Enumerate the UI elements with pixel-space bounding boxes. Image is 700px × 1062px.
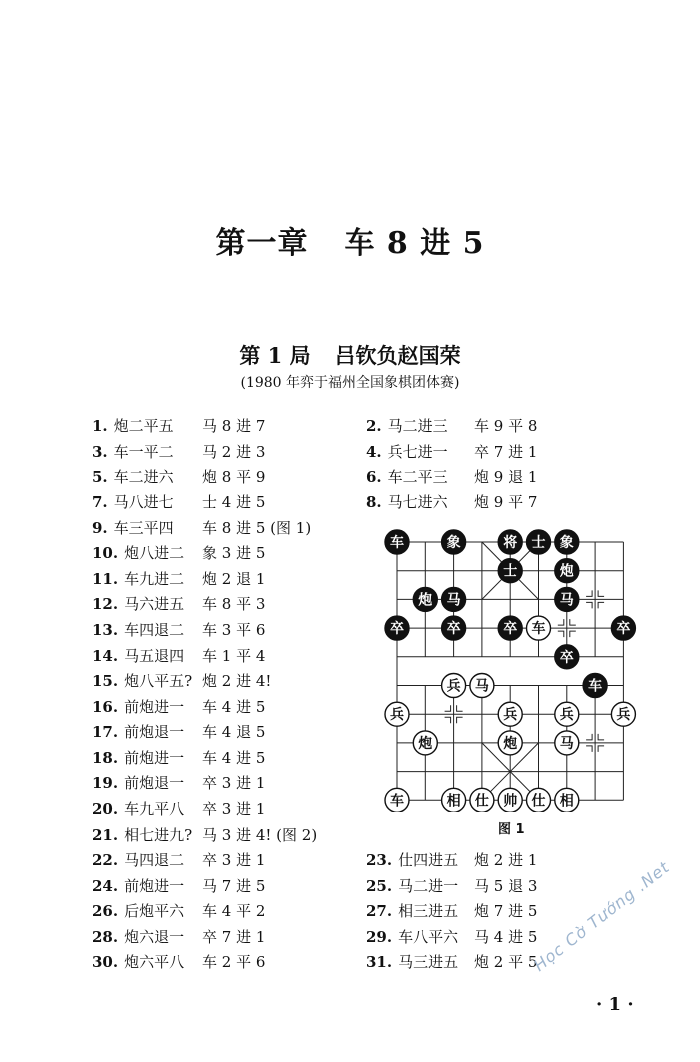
move-number: 12. <box>92 595 119 613</box>
position-marker <box>586 590 592 596</box>
move-number: 13. <box>92 621 119 639</box>
position-marker <box>558 631 564 637</box>
move-row <box>92 442 266 462</box>
move-row <box>92 773 266 793</box>
move-row <box>92 492 266 512</box>
black-move: 马 2 进 3 <box>202 443 266 461</box>
piece-label: 卒 <box>390 621 404 638</box>
game-event: (1980 年弈于福州全国象棋团体赛) <box>240 375 460 391</box>
move-number: 24. <box>92 877 119 895</box>
position-marker <box>598 590 604 596</box>
move-number: 22. <box>92 851 119 869</box>
black-move: 车 3 平 6 <box>202 621 266 639</box>
move-row <box>92 467 266 487</box>
move-row <box>92 594 266 614</box>
move-row <box>92 748 266 768</box>
chapter-title: 车 8 进 5 <box>344 226 485 261</box>
move-number: 18. <box>92 749 119 767</box>
piece-label: 仕 <box>531 793 546 810</box>
piece-label: 炮 <box>418 735 433 752</box>
piece-label: 卒 <box>503 621 518 638</box>
black-move: 卒 3 进 1 <box>202 800 266 818</box>
chapter-heading <box>0 218 700 262</box>
move-number: 29. <box>366 928 393 946</box>
red-move: 马六进五 <box>124 595 185 613</box>
move-number: 6. <box>366 468 382 486</box>
xiangqi-board-diagram <box>380 526 640 812</box>
red-move: 马三进五 <box>398 953 459 971</box>
red-move: 马二进一 <box>398 877 459 895</box>
position-marker <box>457 717 463 723</box>
piece-label: 卒 <box>616 621 631 638</box>
red-move: 前炮进一 <box>124 877 185 895</box>
piece-label: 相 <box>446 793 461 810</box>
black-move: 车 8 进 5 (图 1) <box>202 519 312 537</box>
piece-label: 仕 <box>474 793 489 810</box>
black-move: 炮 9 退 1 <box>474 468 538 486</box>
red-move: 马五退四 <box>124 647 185 665</box>
move-row <box>366 442 538 462</box>
watermark: Học Cờ Tướng .Net <box>530 857 674 975</box>
move-number: 15. <box>92 672 119 690</box>
move-row <box>92 825 318 845</box>
move-row <box>366 492 538 512</box>
position-marker <box>586 602 592 608</box>
red-move: 前炮进一 <box>124 698 185 716</box>
black-move: 马 7 进 5 <box>202 877 266 895</box>
piece-label: 将 <box>503 535 518 551</box>
move-row <box>92 952 266 972</box>
move-number: 23. <box>366 851 393 869</box>
black-move: 车 8 平 3 <box>202 595 266 613</box>
game-heading <box>0 340 700 370</box>
move-row <box>92 543 266 563</box>
move-row <box>92 620 266 640</box>
red-move: 马七进六 <box>387 493 448 511</box>
red-move: 炮八平五? <box>124 672 193 690</box>
red-move: 炮八进二 <box>124 544 185 562</box>
black-move: 马 5 退 3 <box>474 877 538 895</box>
move-row <box>92 799 266 819</box>
black-move: 卒 3 进 1 <box>202 851 266 869</box>
black-move: 卒 7 进 1 <box>474 443 538 461</box>
move-number: 31. <box>366 953 393 971</box>
move-number: 19. <box>92 774 119 792</box>
position-marker <box>598 602 604 608</box>
black-move: 卒 3 进 1 <box>202 774 266 792</box>
move-row <box>366 901 538 921</box>
position-marker <box>586 746 592 752</box>
position-marker <box>570 631 576 637</box>
move-row <box>92 416 266 436</box>
move-number: 4. <box>366 443 382 461</box>
page-number: · 1 · <box>596 994 634 1015</box>
black-move: 车 4 进 5 <box>202 698 266 716</box>
move-number: 2. <box>366 417 382 435</box>
piece-label: 帅 <box>503 793 518 810</box>
black-move: 象 3 进 5 <box>202 544 266 562</box>
position-marker <box>445 705 451 711</box>
move-row <box>366 467 538 487</box>
piece-label: 兵 <box>390 707 404 724</box>
move-number: 14. <box>92 647 119 665</box>
piece-label: 兵 <box>559 707 574 724</box>
piece-label: 卒 <box>446 621 461 638</box>
move-row <box>92 850 266 870</box>
black-move: 车 4 退 5 <box>202 723 266 741</box>
move-row <box>366 850 538 870</box>
diagram-caption: 图 1 <box>498 822 525 837</box>
position-marker <box>598 734 604 740</box>
position-marker <box>598 746 604 752</box>
piece-label: 马 <box>474 678 489 695</box>
black-move: 车 1 平 4 <box>202 647 266 665</box>
move-row <box>366 952 538 972</box>
piece-label: 炮 <box>418 592 433 609</box>
move-number: 25. <box>366 877 393 895</box>
move-number: 10. <box>92 544 119 562</box>
piece-label: 炮 <box>503 735 518 752</box>
red-move: 马二进三 <box>387 417 448 435</box>
black-move: 炮 9 平 7 <box>474 493 538 511</box>
red-move: 马四退二 <box>124 851 185 869</box>
black-move: 车 9 平 8 <box>474 417 538 435</box>
black-move: 卒 7 进 1 <box>202 928 266 946</box>
move-row <box>366 876 538 896</box>
move-number: 1. <box>92 417 108 435</box>
move-number: 3. <box>92 443 108 461</box>
black-move: 马 4 进 5 <box>474 928 538 946</box>
red-move: 马八进七 <box>113 493 174 511</box>
move-row <box>92 646 266 666</box>
piece-label: 车 <box>390 535 404 551</box>
move-row <box>92 697 266 717</box>
position-marker <box>558 619 564 625</box>
piece-label: 象 <box>559 535 574 551</box>
piece-label: 马 <box>559 735 574 752</box>
black-move: 炮 8 平 9 <box>202 468 266 486</box>
black-move: 车 4 平 2 <box>202 902 266 920</box>
piece-label: 马 <box>559 592 574 609</box>
red-move: 炮六退一 <box>124 928 185 946</box>
red-move: 前炮进一 <box>124 749 185 767</box>
black-move: 马 8 进 7 <box>202 417 266 435</box>
piece-label: 车 <box>531 621 546 638</box>
red-move: 仕四进五 <box>398 851 459 869</box>
black-move: 炮 2 退 1 <box>202 570 266 588</box>
move-row <box>92 876 266 896</box>
move-row <box>92 518 312 538</box>
red-move: 车八平六 <box>398 928 459 946</box>
move-row <box>366 927 538 947</box>
move-number: 8. <box>366 493 382 511</box>
red-move: 车二进六 <box>113 468 174 486</box>
move-row <box>92 671 272 691</box>
piece-label: 车 <box>588 678 603 695</box>
move-number: 7. <box>92 493 108 511</box>
piece-label: 炮 <box>559 563 574 580</box>
red-move: 炮二平五 <box>113 417 174 435</box>
chapter-number: 第一章 <box>215 226 309 261</box>
move-number: 21. <box>92 826 119 844</box>
piece-label: 卒 <box>559 649 574 666</box>
black-move: 炮 2 平 5 <box>474 953 538 971</box>
move-number: 27. <box>366 902 393 920</box>
black-move: 炮 2 进 4! <box>202 672 272 690</box>
position-marker <box>570 619 576 625</box>
move-row <box>92 927 266 947</box>
piece-label: 相 <box>559 793 574 810</box>
move-row <box>92 722 266 742</box>
black-move: 士 4 进 5 <box>202 493 266 511</box>
red-move: 车四退二 <box>124 621 185 639</box>
red-move: 前炮退一 <box>124 723 185 741</box>
position-marker <box>457 705 463 711</box>
red-move: 前炮退一 <box>124 774 185 792</box>
red-move: 车一平二 <box>113 443 174 461</box>
black-move: 车 2 平 6 <box>202 953 266 971</box>
red-move: 相三进五 <box>398 902 459 920</box>
red-move: 车九平八 <box>124 800 185 818</box>
piece-label: 兵 <box>616 707 631 724</box>
black-move: 炮 7 进 5 <box>474 902 538 920</box>
move-number: 5. <box>92 468 108 486</box>
black-move: 车 4 进 5 <box>202 749 266 767</box>
game-players: 吕钦负赵国荣 <box>334 343 461 368</box>
move-row <box>92 569 266 589</box>
move-number: 28. <box>92 928 119 946</box>
piece-label: 车 <box>390 793 404 810</box>
red-move: 后炮平六 <box>124 902 185 920</box>
red-move: 兵七进一 <box>387 443 448 461</box>
piece-label: 士 <box>531 535 546 551</box>
move-number: 30. <box>92 953 119 971</box>
move-number: 11. <box>92 570 119 588</box>
position-marker <box>445 717 451 723</box>
black-move: 炮 2 进 1 <box>474 851 538 869</box>
move-number: 26. <box>92 902 119 920</box>
move-number: 17. <box>92 723 119 741</box>
move-number: 9. <box>92 519 108 537</box>
move-row <box>366 416 538 436</box>
piece-label: 象 <box>446 535 461 551</box>
move-row <box>92 901 266 921</box>
piece-label: 士 <box>503 563 518 580</box>
move-number: 16. <box>92 698 119 716</box>
red-move: 炮六平八 <box>124 953 185 971</box>
position-marker <box>586 734 592 740</box>
red-move: 车三平四 <box>113 519 174 537</box>
piece-label: 兵 <box>503 707 518 724</box>
red-move: 车二平三 <box>387 468 448 486</box>
piece-label: 马 <box>446 592 461 609</box>
red-move: 车九进二 <box>124 570 185 588</box>
piece-label: 兵 <box>446 678 461 695</box>
move-number: 20. <box>92 800 119 818</box>
black-move: 马 3 进 4! (图 2) <box>202 826 318 844</box>
red-move: 相七进九? <box>124 826 193 844</box>
game-number: 第 1 局 <box>239 343 311 368</box>
